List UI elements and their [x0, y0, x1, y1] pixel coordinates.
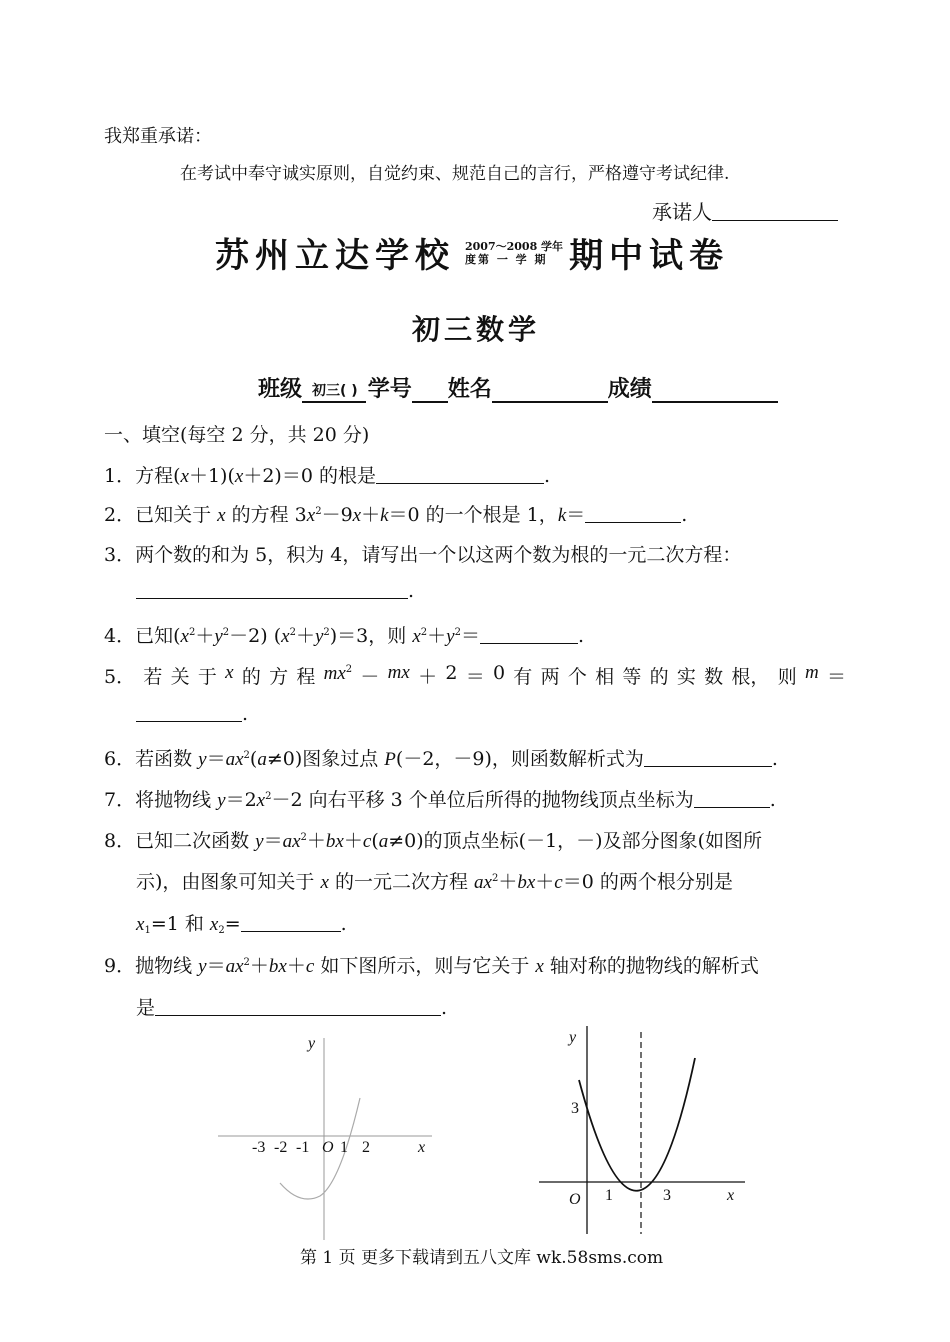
- school-name: 苏州立达学校: [215, 236, 455, 276]
- q6-blank[interactable]: [644, 748, 772, 767]
- question-3-answer: .: [136, 580, 414, 602]
- q4-number: 4．: [104, 625, 136, 647]
- question-3: [104, 540, 741, 567]
- graph1-tick: -1: [296, 1139, 310, 1156]
- name-field[interactable]: [492, 377, 608, 403]
- graph1-parabola: [280, 1098, 360, 1199]
- question-8-line2: 示)，由图象可知关于 x 的一元二次方程 $ax^2+bx+c=0$ 的两个根分别是: [136, 871, 733, 893]
- q6-number: 6．: [104, 748, 136, 770]
- graph2-y-tick: 3: [571, 1100, 579, 1117]
- graph2-x-tick: 3: [663, 1187, 671, 1204]
- q8-line2-text: 示)，由图象可知关于: [136, 871, 315, 893]
- graph1-tick: -3: [252, 1139, 266, 1156]
- q5-number: 5．: [104, 666, 136, 688]
- pledge-heading: 我郑重承诺：: [104, 126, 212, 147]
- score-field[interactable]: [652, 377, 778, 403]
- question-5-answer: .: [136, 703, 248, 725]
- signer-blank[interactable]: [712, 202, 838, 221]
- graph1-tick: -2: [274, 1139, 288, 1156]
- subject-title: 初三数学: [412, 313, 541, 346]
- graph1-tick: 2: [362, 1139, 370, 1156]
- score-label: 成绩: [607, 377, 652, 402]
- q2-blank[interactable]: [585, 504, 681, 523]
- q3-number: 3．: [104, 544, 136, 566]
- q5-blank[interactable]: [136, 703, 242, 722]
- class-field[interactable]: 初三( ): [302, 380, 366, 403]
- signer-label: 承诺人: [652, 200, 712, 224]
- q7-blank[interactable]: [694, 789, 770, 808]
- question-4: 4．已知$(x^2+y^2-2)$ $(x^2+y^2)=3$，则 $x^2+y^2=$ .: [104, 625, 585, 647]
- academic-year: [465, 240, 563, 266]
- question-8: 8．已知二次函数 $y=ax^2+bx+c(a\ne 0)$的顶点坐标(－1，－)及部分图象(如图所: [104, 830, 762, 852]
- graph1-y-label: y: [308, 1035, 316, 1052]
- name-label: 姓名: [447, 377, 492, 402]
- question-7: 7．将抛物线 $y=2x^2-2$ 向右平移 3 个单位后所得的抛物线顶点坐标为 .: [104, 789, 776, 811]
- graph1-x-label: x: [418, 1139, 426, 1156]
- graph2-x-label: x: [727, 1187, 735, 1204]
- q3-blank[interactable]: [136, 580, 408, 599]
- q1-blank[interactable]: [376, 465, 544, 484]
- graph2-x-tick: 1: [605, 1187, 613, 1204]
- question-8-line3: $x_1=1$ 和 $x_2=$ .: [136, 913, 347, 936]
- q9-number: 9．: [104, 955, 136, 977]
- question-9-line2: 是 .: [136, 997, 448, 1019]
- q3-text: 两个数的和为 5，积为 4，请写出一个以这两个数为根的一元二次方程：: [135, 544, 742, 566]
- pledge-text: 在考试中奉守诚实原则，自觉约束、规范自己的言行，严格遵守考试纪律.: [180, 164, 730, 184]
- q2-number: 2．: [104, 504, 136, 526]
- graph1-tick: 1: [340, 1139, 348, 1156]
- year-bottom: 度第 一 学 期: [465, 252, 548, 266]
- q1-number: 1．: [104, 465, 136, 487]
- pledge-signer: [652, 196, 838, 225]
- q9-blank[interactable]: [155, 997, 441, 1016]
- q7-number: 7．: [104, 789, 136, 811]
- id-label: 学号: [367, 377, 412, 402]
- question-1: 1．方程(x＋1)(x＋2)＝0 的根是 .: [104, 465, 550, 487]
- q4-blank[interactable]: [480, 625, 578, 644]
- section-heading: 一、填空(每空 2 分，共 20 分): [104, 424, 370, 446]
- question-2: 2．已知关于 x 的方程 $3x^2-9x+k=0$ 的一个根是 1，k＝ .: [104, 504, 688, 526]
- exam-name: 期中试卷: [569, 236, 730, 276]
- page-footer: 第 1 页 更多下载请到五八文库 wk.58sms.com: [300, 1248, 664, 1268]
- graph-q8: [210, 1028, 440, 1250]
- question-6: 6．若函数 $y=ax^2(a\ne 0)$图象过点 P(－2，－9)，则函数解析式为 .: [104, 748, 778, 770]
- q9-line2-text: 是: [136, 997, 156, 1019]
- student-info: [258, 372, 778, 403]
- q8-number: 8．: [104, 830, 136, 852]
- exam-title: [215, 228, 729, 277]
- id-field[interactable]: [412, 377, 448, 403]
- graph-q9: [535, 1022, 755, 1240]
- graph1-origin: O: [322, 1139, 334, 1156]
- graph2-parabola: [579, 1058, 695, 1191]
- question-5: 5． 若 关 于 x 的 方 程 $mx^2$ － mx ＋ 2 ＝ 0 有 两 个 相 等 的 实 数 根， 则 m ＝: [104, 662, 846, 688]
- graph2-y-label: y: [569, 1029, 577, 1046]
- question-9: 9．抛物线 $y=ax^2+bx+c$ 如下图所示，则与它关于 x 轴对称的抛物线的解析式: [104, 955, 759, 977]
- class-label: 班级: [258, 377, 303, 402]
- graph2-origin: O: [569, 1191, 581, 1208]
- q8-blank[interactable]: [241, 913, 341, 932]
- year-top: 2007～2008 学年: [465, 239, 564, 253]
